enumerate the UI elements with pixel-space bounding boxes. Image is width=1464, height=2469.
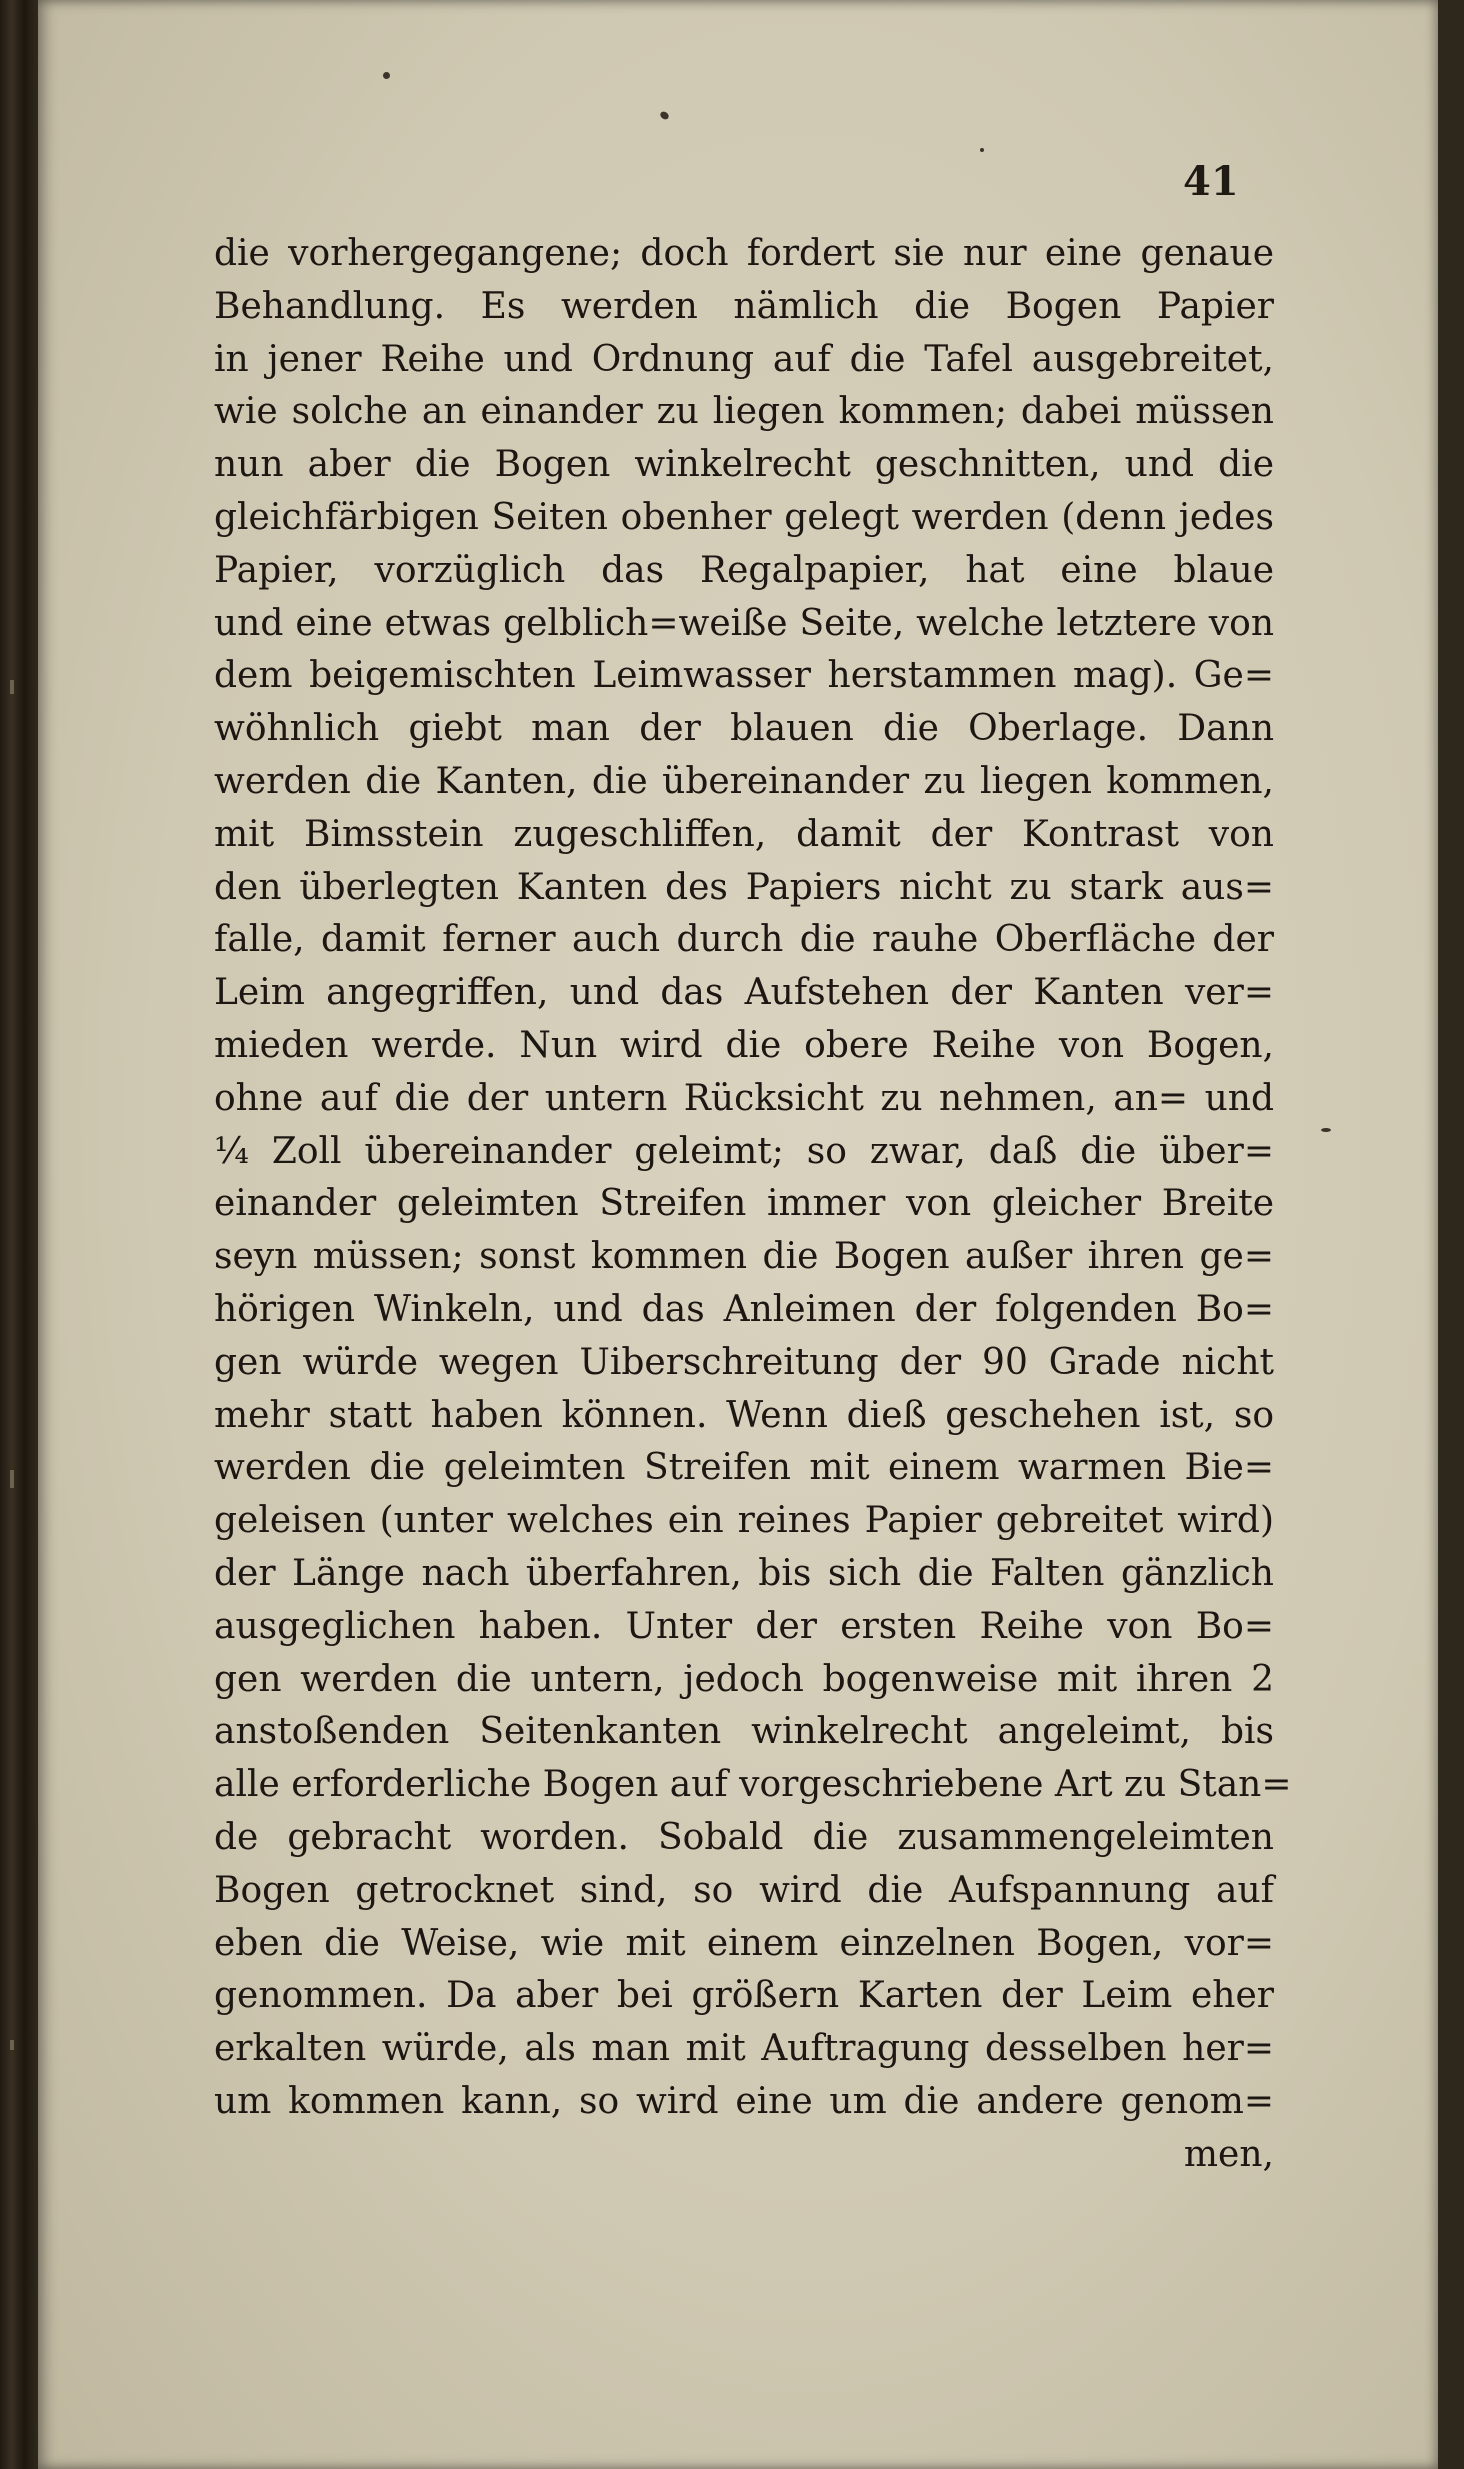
text-line: die vorhergegangene; doch fordert sie nur eine genaue [214,233,1274,274]
text-line: Papier, vorzüglich das Regalpapier, hat eine blaue [214,549,1274,591]
text-line: werden die geleimten Streifen mit einem warmen Bie= [214,1447,1274,1489]
ink-speck [383,72,390,79]
text-line: erkalten würde, als man mit Auftragung desselben her= [214,2028,1274,2070]
text-line: den überlegten Kanten des Papiers nicht zu stark aus= [214,866,1274,908]
text-line: gen werden die untern, jedoch bogenweise mit ihren 2 [214,1658,1274,1700]
paper-page [38,0,1438,2469]
text-line: nun aber die Bogen winkelrecht geschnitten, und die [214,444,1274,486]
text-line: alle erforderliche Bogen auf vorgeschriebene Art zu Stan= [214,1764,1292,1806]
text-line: ¼ Zoll übereinander geleimt; so zwar, daß die über= [214,1130,1274,1172]
text-line: mieden werde. Nun wird die obere Reihe von Bogen, [214,1024,1274,1066]
text-line: ohne auf die der untern Rücksicht zu nehmen, an= und [214,1077,1274,1119]
text-line: Behandlung. Es werden nämlich die Bogen Papier [214,285,1274,327]
text-line: dem beigemischten Leimwasser herstammen mag). Ge= [214,655,1274,697]
margin-mark [10,2040,14,2050]
ink-speck [1321,1128,1331,1132]
text-line: hörigen Winkeln, und das Anleimen der folgenden Bo= [214,1288,1274,1330]
text-line: ausgeglichen haben. Unter der ersten Reihe von Bo= [214,1605,1274,1647]
text-line: in jener Reihe und Ordnung auf die Tafel ausgebreitet, [214,338,1274,380]
text-line: anstoßenden Seitenkanten winkelrecht angeleimt, bis [214,1711,1274,1753]
margin-mark [10,680,14,694]
text-line: mit Bimsstein zugeschliffen, damit der Kontrast von [214,813,1274,855]
text-line: seyn müssen; sonst kommen die Bogen außer ihren ge= [214,1236,1274,1278]
body-text [214,228,1292,2181]
text-line: Leim angegriffen, und das Aufstehen der Kanten ver= [214,972,1274,1014]
text-line: um kommen kann, so wird eine um die andere genom= [214,2080,1274,2122]
text-line: genommen. Da aber bei größern Karten der Leim eher [214,1975,1274,2017]
text-line: werden die Kanten, die übereinander zu liegen kommen, [214,760,1274,802]
text-line: und eine etwas gelblich=weiße Seite, welche letztere von [214,602,1274,644]
text-line: gleichfärbigen Seiten obenher gelegt werden (denn jedes [214,496,1274,538]
text-line: wöhnlich giebt man der blauen die Oberlage. Dann [214,708,1274,750]
text-line: der Länge nach überfahren, bis sich die Falten gänzlich [214,1552,1274,1594]
text-line: eben die Weise, wie mit einem einzelnen Bogen, vor= [214,1922,1274,1964]
catchword: men, [1183,2133,1274,2175]
text-line: de gebracht worden. Sobald die zusammengeleimten [214,1816,1274,1858]
margin-mark [10,1470,14,1488]
text-line: falle, damit ferner auch durch die rauhe Oberfläche der [214,919,1274,961]
text-line: mehr statt haben können. Wenn dieß geschehen ist, so [214,1394,1274,1436]
text-line: Bogen getrocknet sind, so wird die Aufspannung auf [214,1869,1274,1911]
ink-speck [659,110,670,121]
text-line: geleisen (unter welches ein reines Papier gebreitet wird) [214,1500,1274,1542]
ink-speck [980,148,984,152]
text-line: einander geleimten Streifen immer von gleicher Breite [214,1183,1274,1225]
text-line: gen würde wegen Uiberschreitung der 90 Grade nicht [214,1341,1274,1383]
page-number: 41 [1183,158,1239,205]
text-line: wie solche an einander zu liegen kommen; dabei müssen [214,391,1274,433]
